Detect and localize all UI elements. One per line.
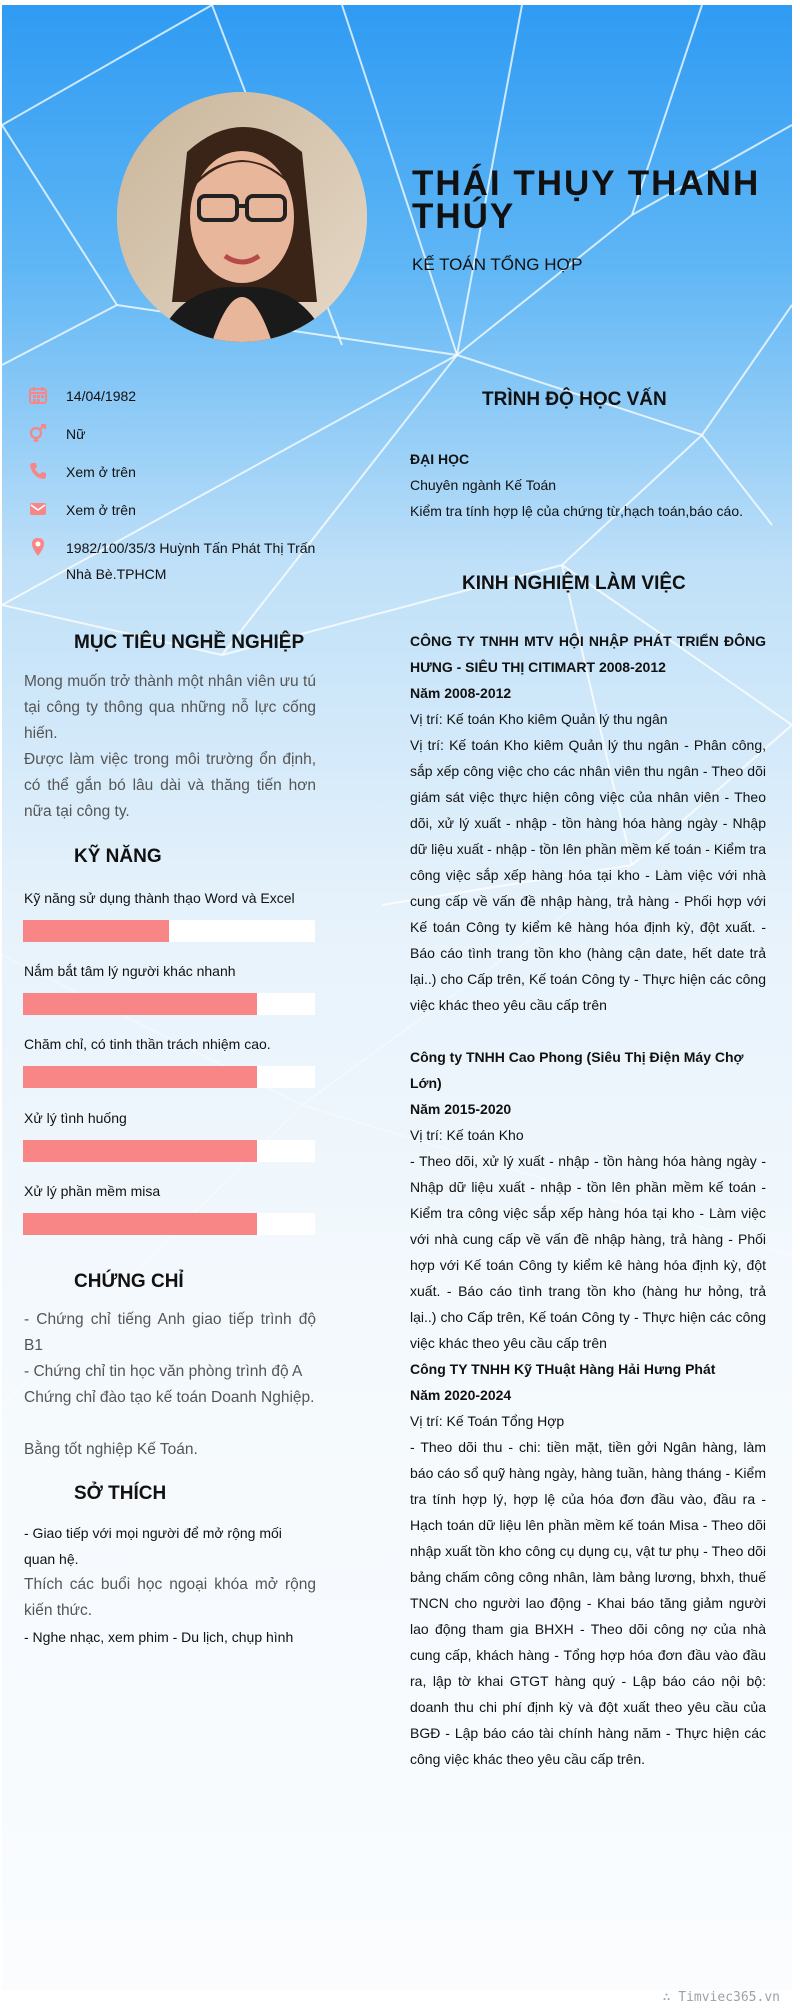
job-position: Vị trí: Kế toán Kho bbox=[410, 1127, 524, 1143]
hobby-line: Thích các buổi học ngoại khóa mở rộng kiến thức. bbox=[24, 1576, 316, 1619]
info-phone bbox=[28, 459, 328, 485]
skill-label: Kỹ năng sử dụng thành thạo Word và Excel bbox=[24, 890, 295, 906]
education-title: TRÌNH ĐỘ HỌC VẤN bbox=[482, 389, 667, 410]
info-gender bbox=[28, 421, 328, 447]
hobbies-title: SỞ THÍCH bbox=[74, 1483, 167, 1504]
candidate-name: THÁI THỤY THANH THÚY bbox=[412, 164, 761, 236]
objective-title: MỤC TIÊU NGHỀ NGHIỆP bbox=[74, 632, 305, 653]
education-school: ĐẠI HỌC bbox=[410, 451, 470, 467]
certificate-line: - Chứng chỉ tiếng Anh giao tiếp trình độ B1 bbox=[24, 1311, 316, 1354]
skill-bar-fill bbox=[23, 1066, 257, 1088]
hobby-line: - Nghe nhạc, xem phim - Du lịch, chụp hình bbox=[24, 1629, 294, 1645]
phone-icon bbox=[28, 461, 48, 481]
skills-title: KỸ NĂNG bbox=[74, 846, 162, 867]
hobby-line: - Giao tiếp với mọi người để mở rộng mối quan hệ. bbox=[24, 1525, 282, 1567]
gender-text: Nữ bbox=[66, 426, 86, 442]
email-text: Xem ở trên bbox=[66, 502, 136, 518]
skill-label: Xử lý tình huống bbox=[24, 1110, 127, 1126]
job-position: Vị trí: Kế toán Kho kiêm Quản lý thu ngân bbox=[410, 711, 668, 727]
info-birthday bbox=[28, 383, 328, 409]
skill-bar-fill bbox=[23, 993, 257, 1015]
job-description: - Theo dõi thu - chi: tiền mặt, tiền gởi Ngân hàng, làm báo cáo sổ quỹ hàng ngày, hàng tuần, hàng tháng - Kiểm tra tính hợp lý, hợp lệ của hóa đơn đầu vào, đầu ra - Hạch toán dữ liệu lên phần mềm kế toán Misa - Theo dõi nhập xuất tồn kho công cụ dụng cụ, vật tư phụ - Theo dõi bảng chấm công công nhân, làm bảng lương, bhxh, thuế TNCN cho người lao động - Khai báo tăng giảm người lao động tham gia BHXH - Theo dõi công nợ của nhà cung cấp, khách hàng - Tổng hợp hóa đơn đầu vào đầu ra, lập tờ khai GTGT hàng quý - Lập báo cáo nội bộ: doanh thu chi phí định kỳ và đột xuất theo yêu cầu của BGĐ - Lập báo cáo tài chính hàng năm - Thực hiện các công việc khác theo yêu cầu cấp trên. bbox=[410, 1439, 766, 1767]
candidate-role: KẾ TOÁN TỔNG HỢP bbox=[412, 255, 583, 274]
birthday-text: 14/04/1982 bbox=[66, 388, 137, 404]
job-years: Năm 2015-2020 bbox=[410, 1101, 512, 1117]
skill-bar-fill bbox=[23, 1213, 257, 1235]
job-description: Vị trí: Kế toán Kho kiêm Quản lý thu ngân - Phân công, sắp xếp công việc cho các nhân viên thu ngân - Theo dõi giám sát việc thực hiện công việc của nhân viên - Theo dõi, xử lý xuất - nhập - tồn hàng hóa hàng ngày - Nhập dữ liệu xuất - nhập - tồn lên phần mềm kế toán - Kiểm tra công việc sắp xếp hàng hóa tại kho - Làm việc với nhà cung cấp về vấn đề nhập hàng, trả hàng - Phối hợp với Kế toán Công ty kiểm kê hàng hóa định kỳ, đột xuất. - Báo cáo tình trang tồn kho (hàng cận date, hết date trả lại..) cho Cấp trên, Kế toán Công ty - Thực hiện các công việc khác theo yêu cầu cấp trên bbox=[410, 737, 766, 1013]
certificate-line: - Chứng chỉ tin học văn phòng trình độ A bbox=[24, 1363, 303, 1380]
skill-bar bbox=[23, 920, 315, 942]
education-block bbox=[410, 446, 766, 524]
gender-icon bbox=[28, 423, 48, 443]
job-company: Công TY TNHH Kỹ THuật Hàng Hải Hưng Phát bbox=[410, 1361, 716, 1377]
profile-photo bbox=[117, 92, 367, 342]
certificate-line: Chứng chỉ đào tạo kế toán Doanh Nghiệp. bbox=[24, 1389, 315, 1406]
job-entry bbox=[410, 628, 766, 1018]
job-years: Năm 2008-2012 bbox=[410, 685, 512, 701]
skill-label: Nắm bắt tâm lý người khác nhanh bbox=[24, 963, 236, 979]
objective-paragraph-1: Mong muốn trở thành một nhân viên ưu tú tại công ty thông qua những nỗ lực cống hiến. bbox=[24, 673, 316, 742]
info-email bbox=[28, 497, 328, 523]
skill-bar bbox=[23, 993, 315, 1015]
education-major: Chuyên ngành Kế Toán bbox=[410, 477, 557, 493]
mail-icon bbox=[28, 499, 48, 519]
job-entry bbox=[410, 1356, 766, 1772]
skill-label: Chăm chỉ, có tinh thần trách nhiệm cao. bbox=[24, 1036, 271, 1052]
certificates-title: CHỨNG CHỈ bbox=[74, 1271, 184, 1292]
skill-label: Xử lý phần mềm misa bbox=[24, 1183, 161, 1199]
info-address bbox=[28, 535, 328, 587]
skill-bar bbox=[23, 1066, 315, 1088]
job-company: CÔNG TY TNHH MTV HỘI NHẬP PHÁT TRIỂN ĐÔNG HƯNG - SIÊU THỊ CITIMART 2008-2012 bbox=[410, 633, 766, 675]
job-company: Công ty TNHH Cao Phong (Siêu Thị Điện Máy Chợ Lớn) bbox=[410, 1049, 744, 1091]
skill-bar-fill bbox=[23, 1140, 257, 1162]
watermark: ∴ Timviec365.vn bbox=[662, 1990, 780, 2005]
calendar-icon bbox=[28, 385, 48, 405]
location-pin-icon bbox=[28, 537, 48, 557]
experience-title: KINH NGHIỆM LÀM VIỆC bbox=[462, 573, 686, 594]
phone-text: Xem ở trên bbox=[66, 464, 136, 480]
education-description: Kiểm tra tính hợp lệ của chứng từ,hạch toán,báo cáo. bbox=[410, 503, 744, 519]
job-position: Vị trí: Kế Toán Tổng Hợp bbox=[410, 1413, 565, 1429]
skill-bar bbox=[23, 1140, 315, 1162]
job-description: - Theo dõi, xử lý xuất - nhập - tồn hàng hóa hàng ngày - Nhập dữ liệu xuất - nhập - tồn lên phần mềm kế toán - Kiểm tra công việc sắp xếp hàng hóa tại kho - Làm việc với nhà cung cấp về vấn đề nhập hàng, trả hàng - Phối hợp với Kế toán Công ty kiểm kê hàng hóa định kỳ, đột xuất. - Báo cáo tình trang tồn kho (hàng hư hỏng, trả lại..) cho Cấp trên, Kế toán Công ty - Thực hiện các công việc khác theo yêu cầu cấp trên bbox=[410, 1153, 766, 1351]
cv-page bbox=[2, 5, 792, 1990]
job-years: Năm 2020-2024 bbox=[410, 1387, 512, 1403]
certificate-line: Bằng tốt nghiệp Kế Toán. bbox=[24, 1441, 198, 1458]
job-entry bbox=[410, 1044, 766, 1356]
address-text: 1982/100/35/3 Huỳnh Tấn Phát Thị Trấn Nhà Bè.TPHCM bbox=[66, 540, 316, 582]
skill-bar-fill bbox=[23, 920, 169, 942]
objective-paragraph-2: Được làm việc trong môi trường ổn định, có thể gắn bó lâu dài và thăng tiến hơn nữa tại công ty. bbox=[24, 751, 316, 820]
skill-bar bbox=[23, 1213, 315, 1235]
